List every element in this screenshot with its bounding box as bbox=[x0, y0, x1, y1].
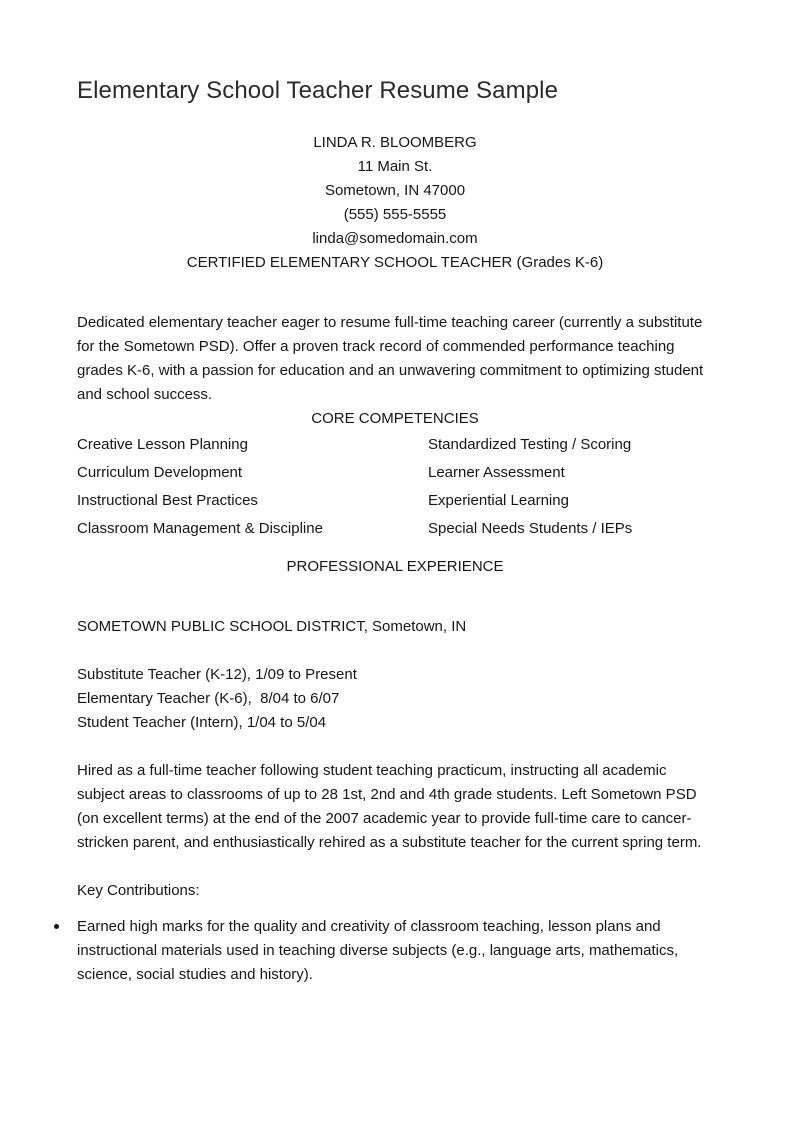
competency-row bbox=[77, 459, 713, 487]
email-address: linda@somedomain.com bbox=[312, 230, 478, 247]
spacer-after-contact-2 bbox=[77, 299, 713, 311]
role-entry: Student Teacher (Intern), 1/04 to 5/04 bbox=[77, 714, 327, 731]
spacer-after-employer bbox=[77, 639, 713, 663]
competency-item: Classroom Management & Discipline bbox=[77, 520, 323, 537]
spacer-after-contact bbox=[77, 275, 713, 299]
employer-name: SOMETOWN PUBLIC SCHOOL DISTRICT, Sometown, IN bbox=[77, 618, 467, 635]
spacer-before-key-contributions bbox=[77, 855, 713, 879]
competency-row bbox=[77, 431, 713, 459]
role-entry: Substitute Teacher (K-12), 1/09 to Present bbox=[77, 666, 357, 683]
city-state-zip: Sometown, IN 47000 bbox=[324, 182, 466, 199]
street-address: 11 Main St. bbox=[357, 158, 433, 175]
experience-description: Hired as a full-time teacher following student teaching practicum, instructing all academic subject areas to classrooms of up to 28 1st, 2nd and 4th grade students. Left Sometown PSD (on excellent terms) at the end of the 2007 academic year to provide full-time care to cancer-stricken parent, and enthusiastically rehired as a substitute teacher for the current spring term. bbox=[77, 762, 702, 851]
page-title: Elementary School Teacher Resume Sample bbox=[77, 77, 559, 104]
contact-header bbox=[77, 131, 713, 275]
core-competencies-heading: CORE COMPETENCIES bbox=[311, 410, 479, 427]
competency-item: Instructional Best Practices bbox=[77, 492, 258, 509]
competency-row bbox=[77, 515, 713, 543]
professional-summary: Dedicated elementary teacher eager to resume full-time teaching career (currently a substitute for the Sometown PSD). Offer a proven track record of commended performance teaching grades K-6, with a passion for education and an unwavering commitment to optimizing student and school success. bbox=[77, 314, 704, 403]
candidate-name: LINDA R. BLOOMBERG bbox=[313, 134, 477, 151]
spacer-after-roles bbox=[77, 735, 713, 759]
key-contributions-label: Key Contributions: bbox=[77, 882, 200, 899]
spacer-after-experience-heading-2 bbox=[77, 603, 713, 615]
phone-number: (555) 555-5555 bbox=[343, 206, 447, 223]
spacer-before-bullets bbox=[77, 903, 713, 915]
competency-item: Special Needs Students / IEPs bbox=[428, 520, 633, 537]
bullet-point-icon bbox=[54, 924, 59, 929]
competency-item: Learner Assessment bbox=[428, 464, 565, 481]
core-competencies-grid bbox=[77, 431, 713, 543]
competency-item: Curriculum Development bbox=[77, 464, 243, 481]
resume-body bbox=[77, 131, 713, 987]
key-contributions-list bbox=[77, 915, 713, 987]
spacer-after-experience-heading bbox=[77, 579, 713, 603]
spacer-before-experience bbox=[77, 543, 713, 555]
list-item-text: Earned high marks for the quality and creativity of classroom teaching, lesson plans and instructional materials used in teaching diverse subjects (e.g., language arts, mathematics, science, social studies and history). bbox=[77, 918, 679, 983]
list-item bbox=[44, 915, 713, 987]
professional-headline: CERTIFIED ELEMENTARY SCHOOL TEACHER (Grades K-6) bbox=[186, 254, 604, 271]
competency-item: Creative Lesson Planning bbox=[77, 436, 248, 453]
competency-item: Standardized Testing / Scoring bbox=[428, 436, 632, 453]
role-list bbox=[77, 663, 713, 735]
role-entry: Elementary Teacher (K-6), 8/04 to 6/07 bbox=[77, 690, 340, 707]
competency-item: Experiential Learning bbox=[428, 492, 569, 509]
competency-row bbox=[77, 487, 713, 515]
professional-experience-heading: PROFESSIONAL EXPERIENCE bbox=[286, 558, 504, 575]
